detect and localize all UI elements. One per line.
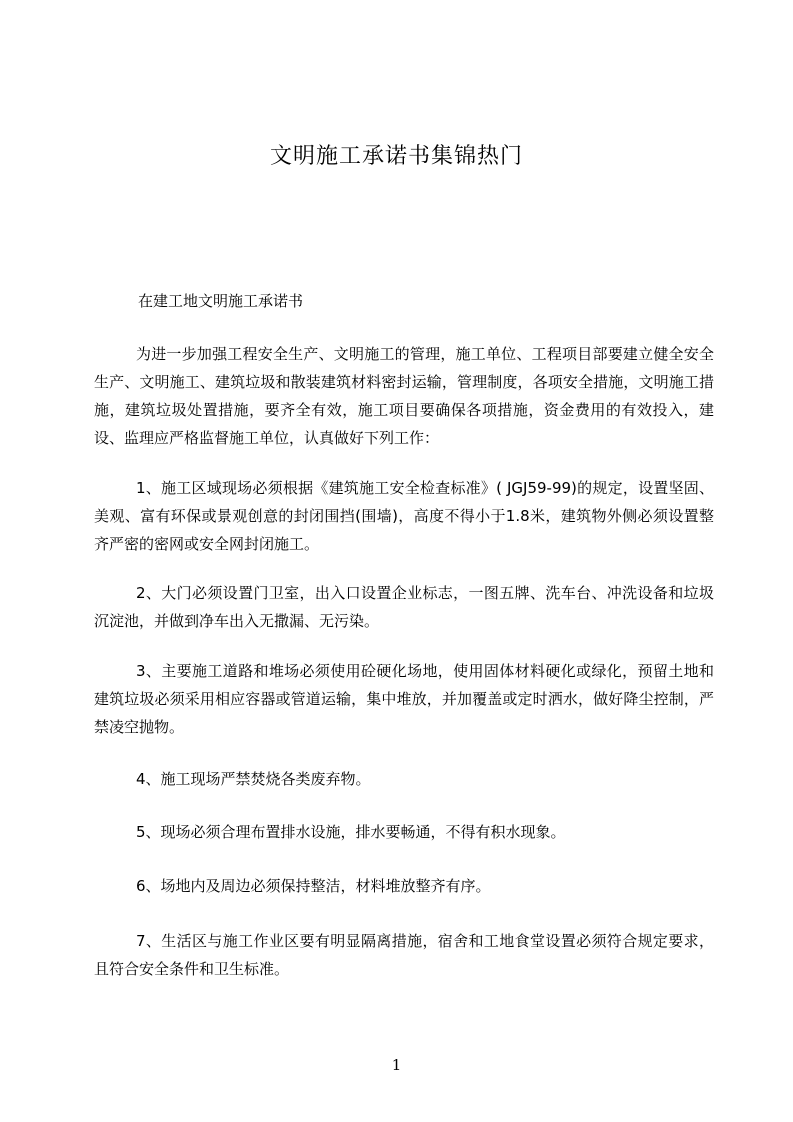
item-paragraph-4: 4、施工现场严禁焚烧各类废弃物。 [136, 770, 371, 788]
document-title: 文明施工承诺书集锦热门 [269, 144, 523, 169]
item-paragraph-2: 2、大门必须设置门卫室，出入口设置企业标志，一图五牌、洗车台、冲洗设备和垃圾沉淀池，并做到净车出入无撒漏、无污染。 [94, 584, 714, 630]
item-paragraph-6: 6、场地内及周边必须保持整洁，材料堆放整齐有序。 [136, 877, 491, 895]
item-paragraph-3: 3、主要施工道路和堆场必须使用砼硬化场地，使用固体材料硬化或绿化，预留土地和建筑垃圾必须采用相应容器或管道运输，集中堆放，并加覆盖或定时洒水，做好降尘控制，严禁凌空抛物。 [94, 662, 714, 736]
document-subtitle: 在建工地文明施工承诺书 [138, 292, 304, 310]
item-paragraph-7: 7、生活区与施工作业区要有明显隔离措施，宿舍和工地食堂设置必须符合规定要求，且符合安全条件和卫生标准。 [94, 932, 714, 978]
item-paragraph-5: 5、现场必须合理布置排水设施，排水要畅通，不得有积水现象。 [136, 823, 566, 841]
item-paragraph-1: 1、施工区域现场必须根据《建筑施工安全检查标准》( JGJ59-99)的规定，设置坚固、美观、富有环保或景观创意的封闭围挡(围墙)，高度不得小于1.8米，建筑物外侧必须设置整齐严密的密网或安全网封闭施工。 [94, 479, 714, 553]
intro-paragraph: 为进一步加强工程安全生产、文明施工的管理，施工单位、工程项目部要建立健全安全生产、文明施工、建筑垃圾和散装建筑材料密封运输，管理制度，各项安全措施，文明施工措施，建筑垃圾处置措施，要齐全有效，施工项目要确保各项措施，资金费用的有效投入，建设、监理应严格监督施工单位，认真做好下列工作： [94, 345, 714, 447]
page-number: 1 [391, 1056, 402, 1074]
